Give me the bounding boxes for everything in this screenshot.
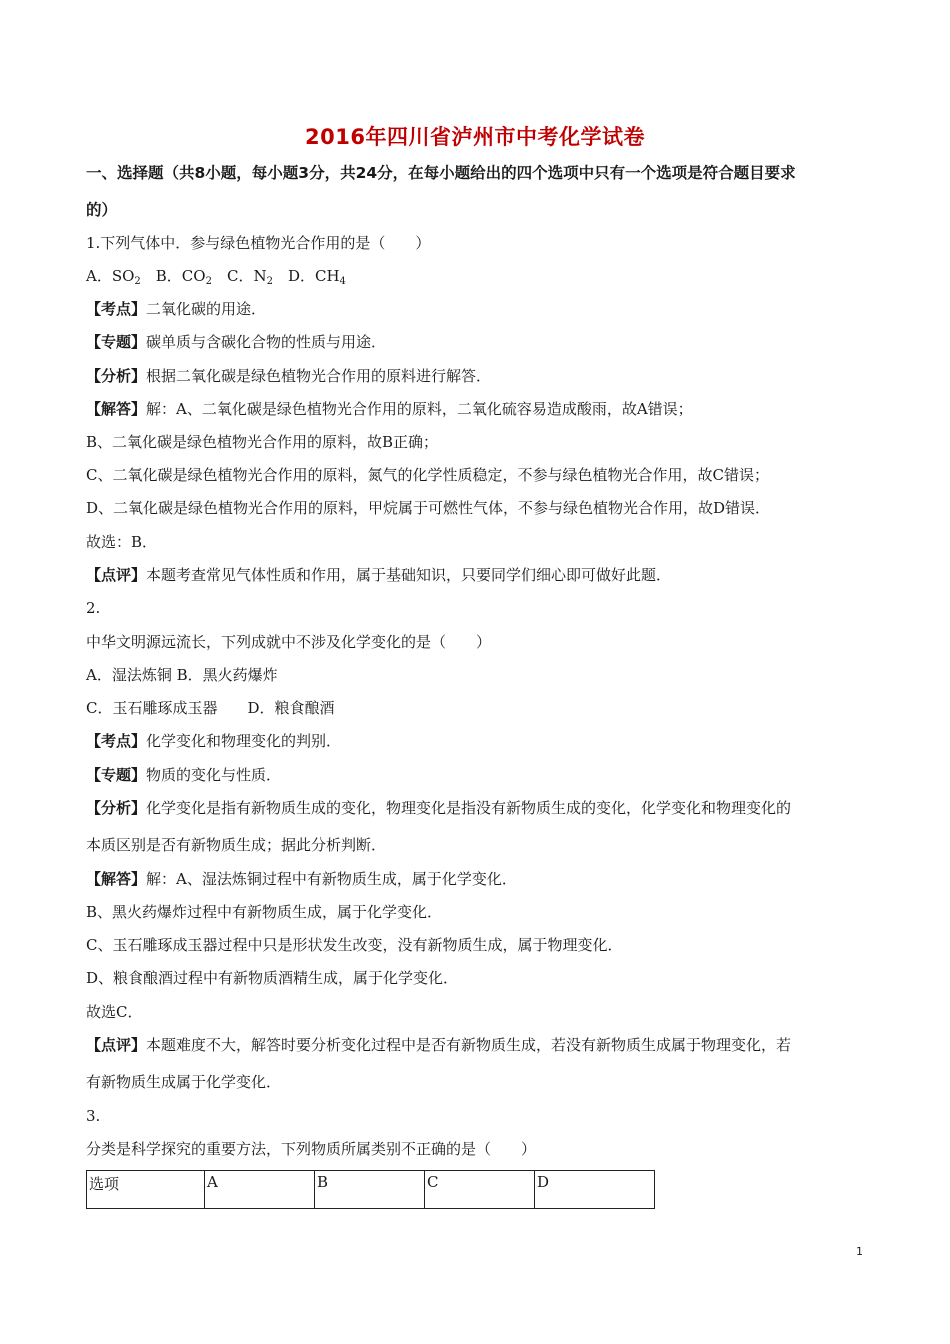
q2-fenxi-tag: 【分析】 — [86, 799, 147, 817]
q1-dianping-text: 本题考查常见气体性质和作用，属于基础知识，只要同学们细心即可做好此题． — [146, 566, 672, 584]
q1-kaodian-tag: 【考点】 — [86, 300, 147, 318]
q1-answer-b: B、二氧化碳是绿色植物光合作用的原料，故B正确； — [86, 433, 439, 451]
q2-kaodian-tag: 【考点】 — [86, 732, 147, 750]
q2-fenxi-1 — [86, 798, 791, 818]
q1-zhuanti-text: 碳单质与含碳化合物的性质与用途． — [146, 333, 387, 351]
table-row — [87, 1171, 655, 1209]
q2-answer-b: B、黑火药爆炸过程中有新物质生成，属于化学变化． — [86, 903, 443, 921]
q2-dianping-text-1: 本题难度不大，解答时要分析变化过程中是否有新物质生成，若没有新物质生成属于物理变化，若 — [146, 1036, 792, 1054]
section-heading-line2: 的） — [86, 201, 118, 219]
q1-fenxi — [86, 366, 491, 386]
q2-options-2: C．玉石雕琢成玉器 D．粮食酿酒 — [86, 699, 335, 717]
q2-answer-d: D、粮食酿酒过程中有新物质酒精生成，属于化学变化． — [86, 969, 459, 987]
table-cell-a: A — [205, 1171, 315, 1209]
q1-stem: 1.下列气体中．参与绿色植物光合作用的是（ ） — [86, 234, 431, 252]
q1-option-d-sub: 4 — [339, 276, 346, 287]
q1-fenxi-text: 根据二氧化碳是绿色植物光合作用的原料进行解答． — [146, 367, 492, 385]
q2-fenxi-2: 本质区别是否有新物质生成；据此分析判断． — [86, 836, 387, 854]
q3-number: 3. — [86, 1107, 101, 1125]
q1-fenxi-tag: 【分析】 — [86, 367, 147, 385]
table-cell-b: B — [315, 1171, 425, 1209]
q2-jieda — [86, 869, 517, 889]
q1-option-c-sub: 2 — [266, 276, 273, 287]
q2-number: 2. — [86, 599, 101, 617]
q1-answer-c: C、二氧化碳是绿色植物光合作用的原料，氮气的化学性质稳定，不参与绿色植物光合作用，故C错误； — [86, 466, 769, 484]
q1-jieda-tag: 【解答】 — [86, 400, 147, 418]
page-title: 2016年四川省泸州市中考化学试卷 — [305, 125, 645, 149]
q2-zhuanti — [86, 765, 281, 785]
q1-option-a-sub: 2 — [134, 276, 141, 287]
q1-option-c: C．N — [211, 267, 267, 285]
q1-kaodian — [86, 299, 266, 319]
q1-option-b-sub: 2 — [205, 276, 212, 287]
q1-dianping-tag: 【点评】 — [86, 566, 147, 584]
page-number: 1 — [856, 1245, 863, 1258]
q1-option-b: B．CO — [140, 267, 206, 285]
q2-jieda-tag: 【解答】 — [86, 870, 147, 888]
q1-dianping — [86, 565, 671, 585]
q2-options-1: A．湿法炼铜 B．黑火药爆炸 — [86, 666, 278, 684]
table-cell-d: D — [535, 1171, 655, 1209]
q1-option-d: D．CH — [272, 267, 340, 285]
q1-choice: 故选：B． — [86, 533, 158, 551]
q2-choice: 故选C． — [86, 1003, 143, 1021]
table-cell-c: C — [425, 1171, 535, 1209]
q2-stem: 中华文明源远流长，下列成就中不涉及化学变化的是（ ） — [86, 633, 492, 651]
q1-jieda-text: 解：A、二氧化碳是绿色植物光合作用的原料，二氧化硫容易造成酸雨，故A错误； — [146, 400, 693, 418]
q2-kaodian-text: 化学变化和物理变化的判别． — [146, 732, 342, 750]
q1-option-a: A．SO — [86, 267, 135, 285]
q2-fenxi-text-1: 化学变化是指有新物质生成的变化，物理变化是指没有新物质生成的变化，化学变化和物理变化的 — [146, 799, 792, 817]
q1-jieda — [86, 399, 693, 419]
q1-kaodian-text: 二氧化碳的用途． — [146, 300, 267, 318]
q2-dianping-tag: 【点评】 — [86, 1036, 147, 1054]
q1-options — [86, 266, 346, 292]
q1-zhuanti-tag: 【专题】 — [86, 333, 147, 351]
q2-dianping-2: 有新物质生成属于化学变化． — [86, 1073, 282, 1091]
q2-dianping-1 — [86, 1035, 791, 1055]
q3-options-table — [86, 1170, 655, 1209]
q2-kaodian — [86, 731, 341, 751]
q2-jieda-text: 解：A、湿法炼铜过程中有新物质生成，属于化学变化． — [146, 870, 517, 888]
q2-zhuanti-text: 物质的变化与性质． — [146, 766, 282, 784]
q3-stem: 分类是科学探究的重要方法，下列物质所属类别不正确的是（ ） — [86, 1140, 537, 1158]
section-heading-line1: 一、选择题（共8小题，每小题3分，共24分，在每小题给出的四个选项中只有一个选项是符合题目要求 — [86, 164, 796, 182]
table-cell-option-label: 选项 — [87, 1171, 205, 1209]
q1-zhuanti — [86, 332, 386, 352]
q1-answer-d: D、二氧化碳是绿色植物光合作用的原料，甲烷属于可燃性气体，不参与绿色植物光合作用，故D错误． — [86, 499, 771, 517]
q2-zhuanti-tag: 【专题】 — [86, 766, 147, 784]
q2-answer-c: C、玉石雕琢成玉器过程中只是形状发生改变，没有新物质生成，属于物理变化． — [86, 936, 623, 954]
